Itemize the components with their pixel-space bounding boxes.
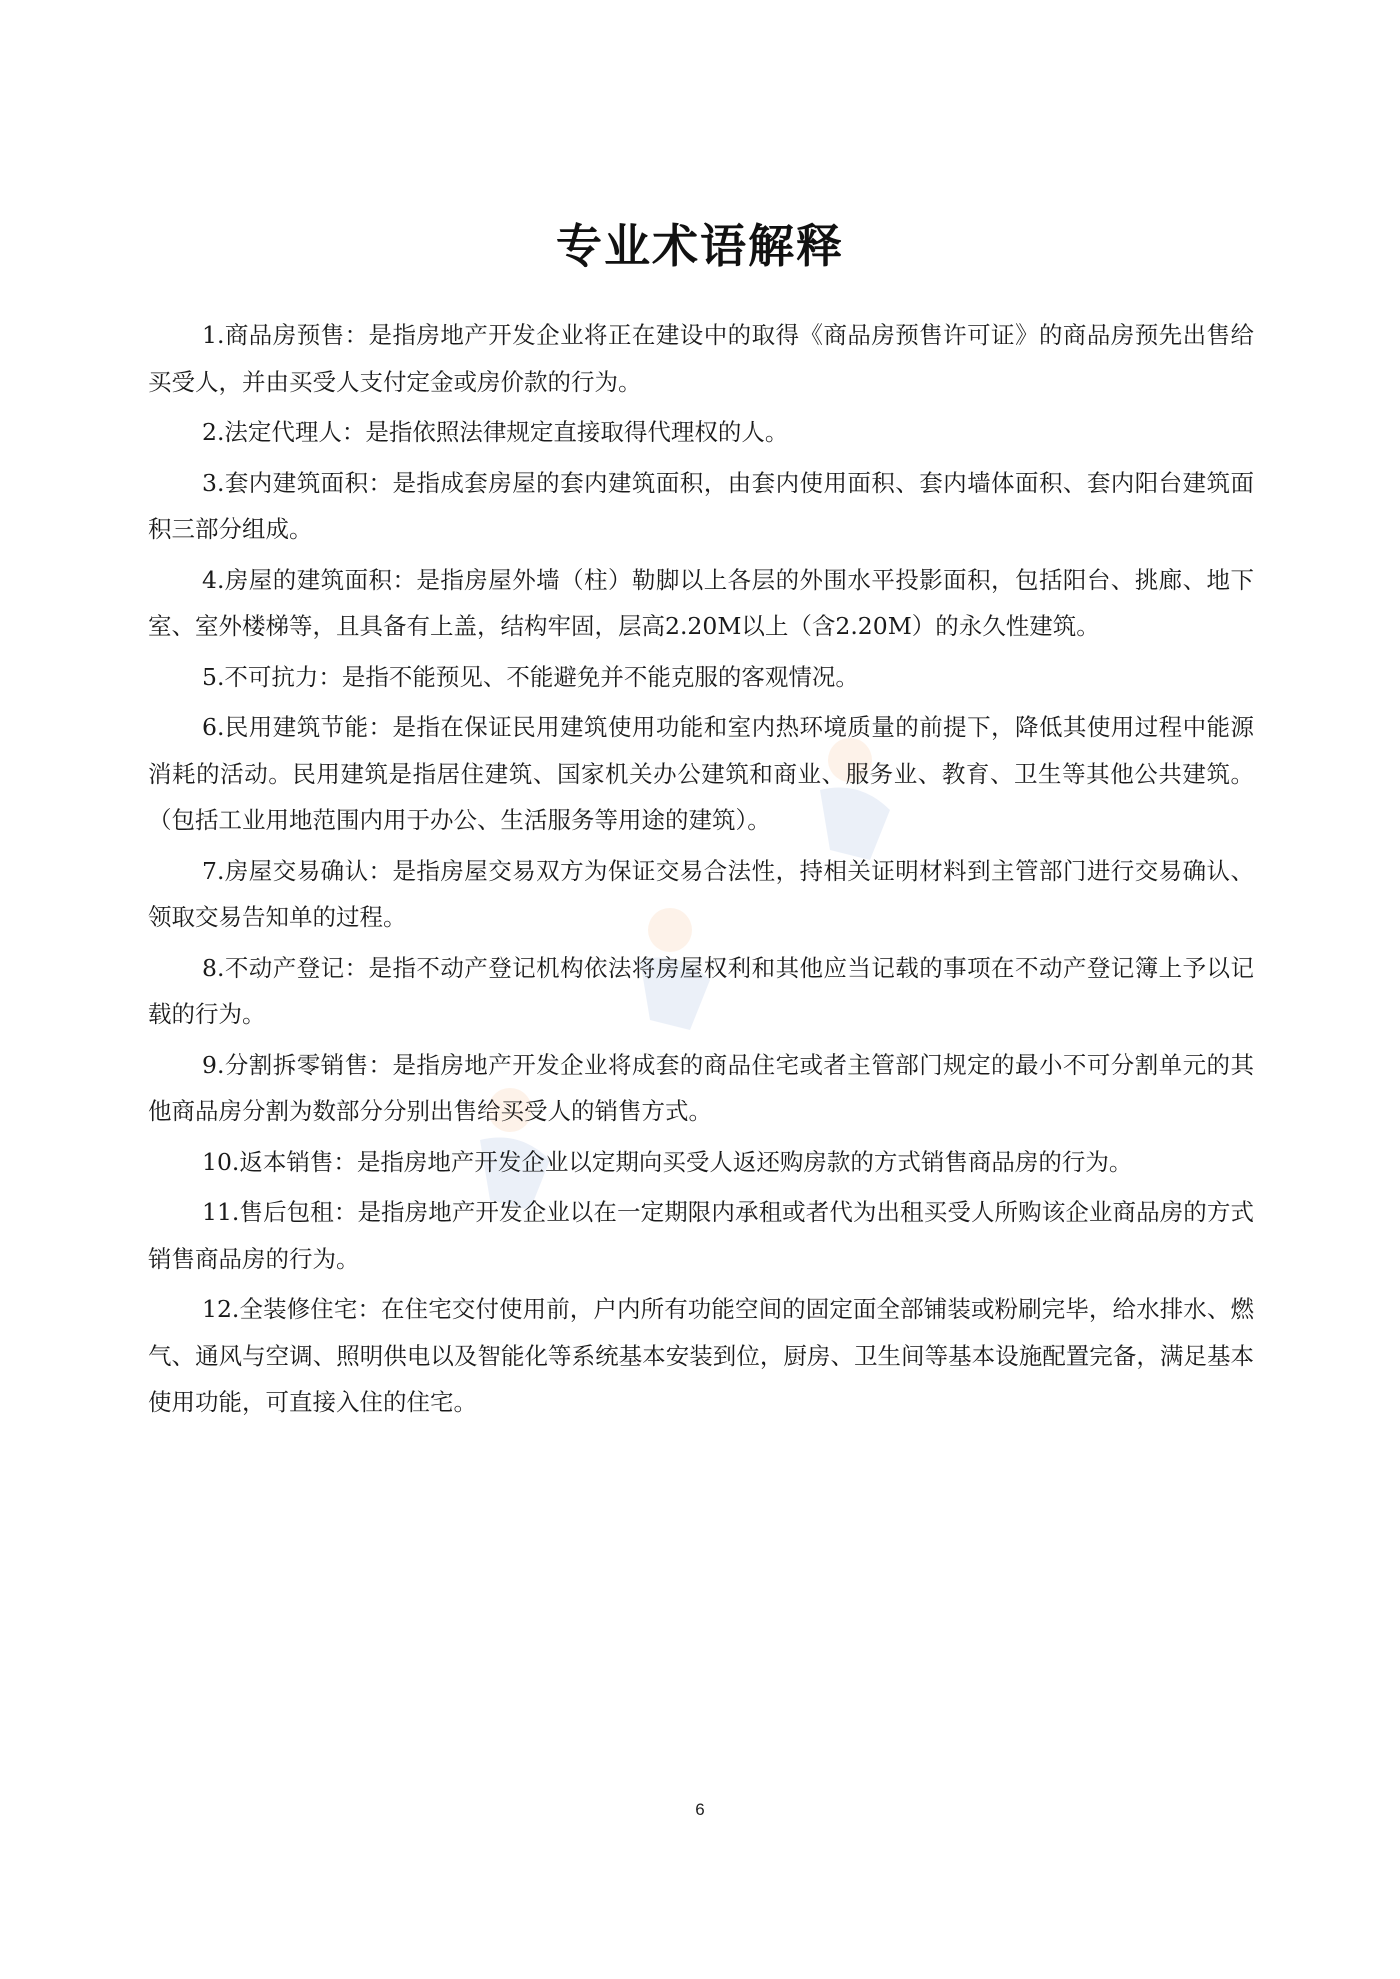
term-item: 1.商品房预售：是指房地产开发企业将正在建设中的取得《商品房预售许可证》的商品房预先出售给买受人，并由买受人支付定金或房价款的行为。 — [148, 321, 1254, 396]
terms-list — [148, 312, 1254, 1430]
page-title: 专业术语解释 — [556, 219, 844, 273]
term-item: 9.分割拆零销售：是指房地产开发企业将成套的商品住宅或者主管部门规定的最小不可分割单元的其他商品房分割为数部分分别出售给买受人的销售方式。 — [148, 1050, 1254, 1125]
term-item: 6.民用建筑节能：是指在保证民用建筑使用功能和室内热环境质量的前提下，降低其使用过程中能源消耗的活动。民用建筑是指居住建筑、国家机关办公建筑和商业、服务业、教育、卫生等其他公共建筑。（包括工业用地范围内用于办公、生活服务等用途的建筑）。 — [148, 713, 1254, 834]
term-item: 3.套内建筑面积：是指成套房屋的套内建筑面积，由套内使用面积、套内墙体面积、套内阳台建筑面积三部分组成。 — [148, 468, 1254, 543]
term-item: 5.不可抗力：是指不能预见、不能避免并不能克服的客观情况。 — [202, 662, 859, 691]
term-item: 10.返本销售：是指房地产开发企业以定期向买受人返还购房款的方式销售商品房的行为。 — [202, 1147, 1133, 1176]
term-item: 12.全装修住宅：在住宅交付使用前，户内所有功能空间的固定面全部铺装或粉刷完毕，给水排水、燃气、通风与空调、照明供电以及智能化等系统基本安装到位，厨房、卫生间等基本设施配置完备，满足基本使用功能，可直接入住的住宅。 — [148, 1295, 1254, 1416]
term-item: 8.不动产登记：是指不动产登记机构依法将房屋权利和其他应当记载的事项在不动产登记簿上予以记载的行为。 — [148, 953, 1254, 1028]
page-number: 6 — [695, 1800, 705, 1819]
term-item: 11.售后包租：是指房地产开发企业以在一定期限内承租或者代为出租买受人所购该企业商品房的方式销售商品房的行为。 — [148, 1198, 1254, 1273]
term-item: 7.房屋交易确认：是指房屋交易双方为保证交易合法性，持相关证明材料到主管部门进行交易确认、领取交易告知单的过程。 — [148, 856, 1254, 931]
term-item: 4.房屋的建筑面积：是指房屋外墙（柱）勒脚以上各层的外围水平投影面积，包括阳台、挑廊、地下室、室外楼梯等，且具备有上盖，结构牢固，层高2.20M以上（含2.20M）的永久性建筑。 — [148, 565, 1254, 640]
term-item: 2.法定代理人：是指依照法律规定直接取得代理权的人。 — [202, 418, 789, 446]
